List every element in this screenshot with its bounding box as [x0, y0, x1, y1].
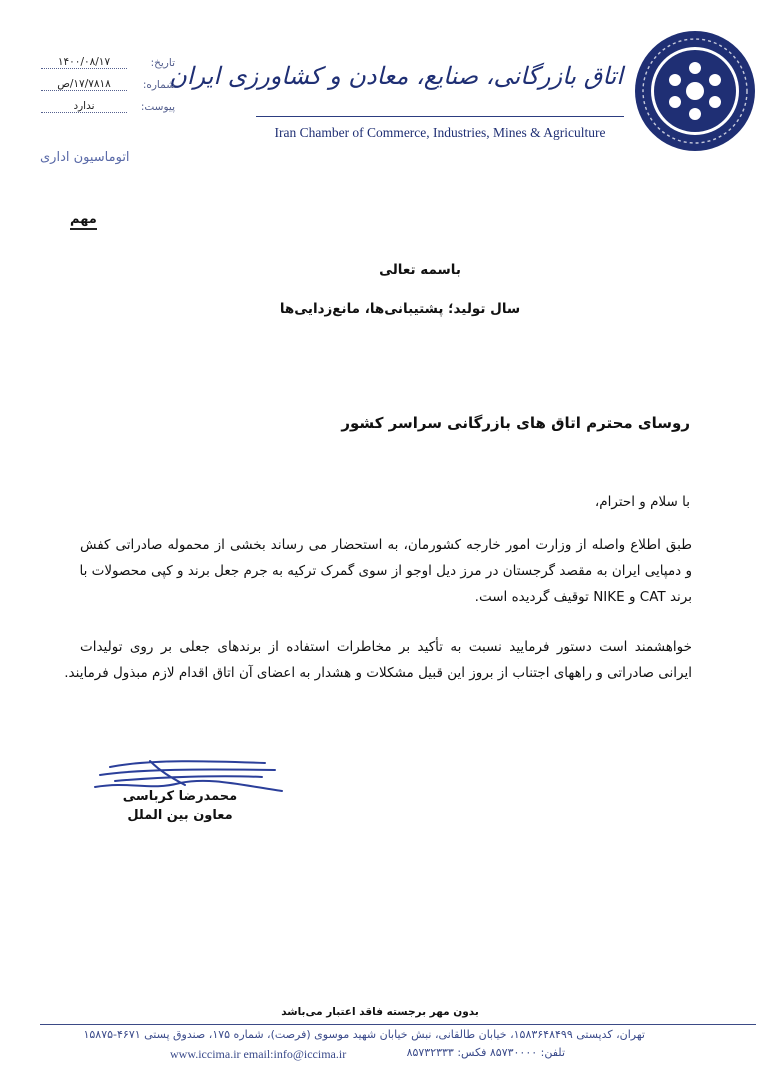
paragraph-line: برند CAT و NIKE توقیف گردیده است.	[474, 589, 692, 605]
number-label: شماره:	[142, 79, 175, 91]
greeting: با سلام و احترام،	[594, 494, 690, 510]
footer-divider	[40, 1024, 756, 1025]
priority-label: مهم	[70, 212, 97, 230]
paragraph-line: و دمپایی ایران به مقصد گرجستان در مرز دیل اوجو از سوی گمرک ترکیه به جرم جعل برند و کپی محصولات با	[79, 563, 692, 579]
meta-number-row	[40, 79, 175, 97]
date-value: ۱۴۰۰/۰۸/۱۷	[41, 56, 127, 69]
attachment-value: ندارد	[41, 100, 127, 113]
footer-phone-fax: تلفن: ۸۵۷۳۰۰۰۰ فکس: ۸۵۷۳۲۳۳۳	[406, 1046, 565, 1059]
paragraph-line: طبق اطلاع واصله از وزارت امور خارجه کشورمان، به استحضار می رساند بخشی از محموله صادراتی کفش	[80, 537, 692, 553]
footer-web-email: www.iccima.ir email:info@iccima.ir	[170, 1047, 347, 1061]
meta-date-row	[40, 57, 175, 75]
paragraph-line: ایرانی صادراتی و راههای اجتناب از بروز این قبیل مشکلات و هشدار به اعضای آن اتاق اقدام لازم مبذول فرمایند.	[64, 665, 692, 681]
iccima-logo	[632, 28, 758, 154]
body-paragraph-1	[80, 532, 692, 610]
addressee: روسای محترم اتاق های بازرگانی سراسر کشور	[341, 414, 690, 432]
office-automation-tag: اتوماسیون اداری	[40, 150, 130, 165]
org-name-english: Iran Chamber of Commerce, Industries, Mines & Agriculture	[274, 125, 606, 140]
year-motto: سال تولید؛ پشتیبانی‌ها، مانع‌زدایی‌ها	[279, 301, 521, 317]
signer-name: محمدرضا کرباسی	[122, 789, 238, 804]
signer-title: معاون بین الملل	[127, 808, 233, 823]
meta-attachment-row	[40, 101, 175, 119]
invocation-heading: باسمه تعالی	[379, 262, 461, 278]
date-label: تاریخ:	[150, 57, 175, 69]
paragraph-line: خواهشمند است دستور فرمایید نسبت به تأکید بر مخاطرات استفاده از برندهای جعلی بر روی تولیدات	[80, 639, 692, 655]
number-value: ۱۷/۷۸۱۸/ص	[41, 78, 127, 91]
header-divider	[256, 116, 624, 117]
footer-address: تهران، کدپستی ۱۵۸۳۶۴۸۴۹۹، خیابان طالقانی، نبش خیابان شهید موسوی (فرصت)، شماره ۱۷۵، صندوق پستی ۴۶۷۱-۱۵۸۷۵	[83, 1028, 645, 1041]
body-paragraph-2	[64, 634, 692, 686]
attachment-label: پیوست:	[140, 101, 175, 113]
stamp-validity-note: بدون مهر برجسته فاقد اعتبار می‌باشد	[281, 1006, 479, 1018]
org-name-persian: اتاق بازرگانی، صنایع، معادن و کشاورزی ایران	[169, 62, 623, 90]
